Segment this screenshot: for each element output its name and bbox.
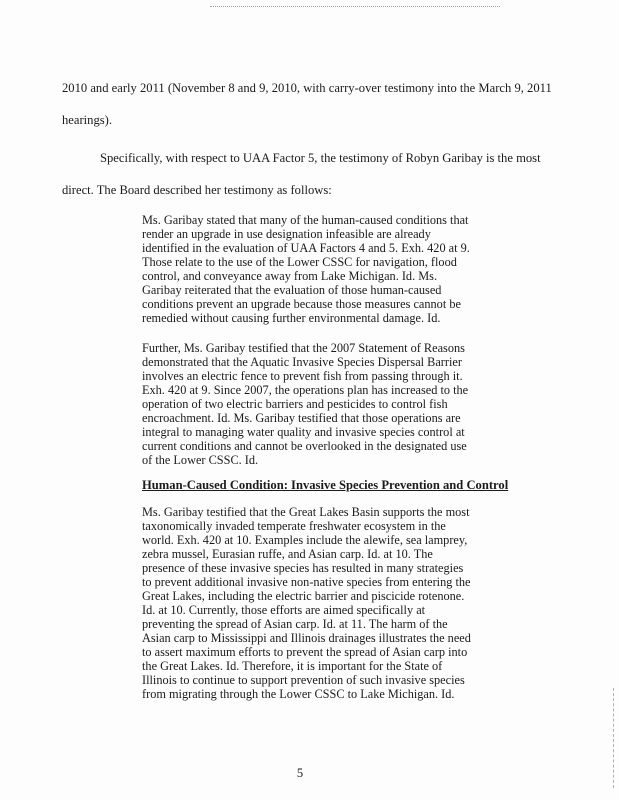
- quote-line: Ms. Garibay stated that many of the human-caused conditions that: [142, 213, 469, 227]
- quote-line: Garibay reiterated that the evaluation of those human-caused: [142, 283, 442, 297]
- block-quote-paragraph-2: [142, 341, 502, 467]
- quote-line: to assert maximum efforts to prevent the spread of Asian carp into: [142, 645, 468, 659]
- scan-artifact-edge: [613, 688, 616, 788]
- quote-line: operation of two electric barriers and pesticides to control fish: [142, 397, 448, 411]
- quote-line: demonstrated that the Aquatic Invasive Species Dispersal Barrier: [142, 355, 462, 369]
- quote-line: encroachment. Id. Ms. Garibay testified that those operations are: [142, 411, 461, 425]
- body-text-line: 2010 and early 2011 (November 8 and 9, 2010, with carry-over testimony into the March 9, 2011: [62, 81, 552, 95]
- quote-line: preventing the spread of Asian carp. Id. at 11. The harm of the: [142, 617, 448, 631]
- quote-line: world. Exh. 420 at 10. Examples include the alewife, sea lamprey,: [142, 533, 468, 547]
- scan-artifact-top: [210, 6, 500, 7]
- quote-line: current conditions and cannot be overlooked in the designated use: [142, 439, 467, 453]
- quote-line: the Great Lakes. Id. Therefore, it is important for the State of: [142, 659, 443, 673]
- body-text-line: Specifically, with respect to UAA Factor 5, the testimony of Robyn Garibay is the most: [100, 151, 541, 165]
- quote-line: from migrating through the Lower CSSC to Lake Michigan. Id.: [142, 687, 455, 701]
- quote-line: Ms. Garibay testified that the Great Lakes Basin supports the most: [142, 505, 470, 519]
- page-number: 5: [296, 766, 304, 780]
- body-text-line: direct. The Board described her testimony as follows:: [62, 183, 332, 197]
- quote-line: control, and conveyance away from Lake Michigan. Id. Ms.: [142, 269, 438, 283]
- quote-line: to prevent additional invasive non-native species from entering the: [142, 575, 471, 589]
- quote-line: presence of these invasive species has resulted in many strategies: [142, 561, 464, 575]
- quote-line: conditions prevent an upgrade because those measures cannot be: [142, 297, 461, 311]
- body-text-line: hearings).: [62, 113, 113, 127]
- quote-line: involves an electric fence to prevent fish from passing through it.: [142, 369, 463, 383]
- quote-line: Id. at 10. Currently, those efforts are aimed specifically at: [142, 603, 426, 617]
- quote-line: Asian carp to Mississippi and Illinois drainages illustrates the need: [142, 631, 471, 645]
- quote-line: zebra mussel, Eurasian ruffe, and Asian carp. Id. at 10. The: [142, 547, 433, 561]
- quote-line: Great Lakes, including the electric barrier and piscicide rotenone.: [142, 589, 465, 603]
- quote-line: of the Lower CSSC. Id.: [142, 453, 259, 467]
- quote-line: taxonomically invaded temperate freshwater ecosystem in the: [142, 519, 446, 533]
- quote-line: Further, Ms. Garibay testified that the 2007 Statement of Reasons: [142, 341, 465, 355]
- block-quote-paragraph-3: [142, 505, 502, 701]
- quote-line: Illinois to continue to support prevention of such invasive species: [142, 673, 465, 687]
- quote-line: integral to managing water quality and invasive species control at: [142, 425, 465, 439]
- section-heading: Human-Caused Condition: Invasive Species Prevention and Control: [142, 478, 509, 492]
- quote-line: Those relate to the use of the Lower CSSC for navigation, flood: [142, 255, 457, 269]
- block-quote-paragraph-1: [142, 213, 502, 325]
- quote-line: Exh. 420 at 9. Since 2007, the operations plan has increased to the: [142, 383, 469, 397]
- quote-line: remedied without causing further environmental damage. Id.: [142, 311, 441, 325]
- quote-line: render an upgrade in use designation infeasible are already: [142, 227, 431, 241]
- quote-line: identified in the evaluation of UAA Factors 4 and 5. Exh. 420 at 9.: [142, 241, 470, 255]
